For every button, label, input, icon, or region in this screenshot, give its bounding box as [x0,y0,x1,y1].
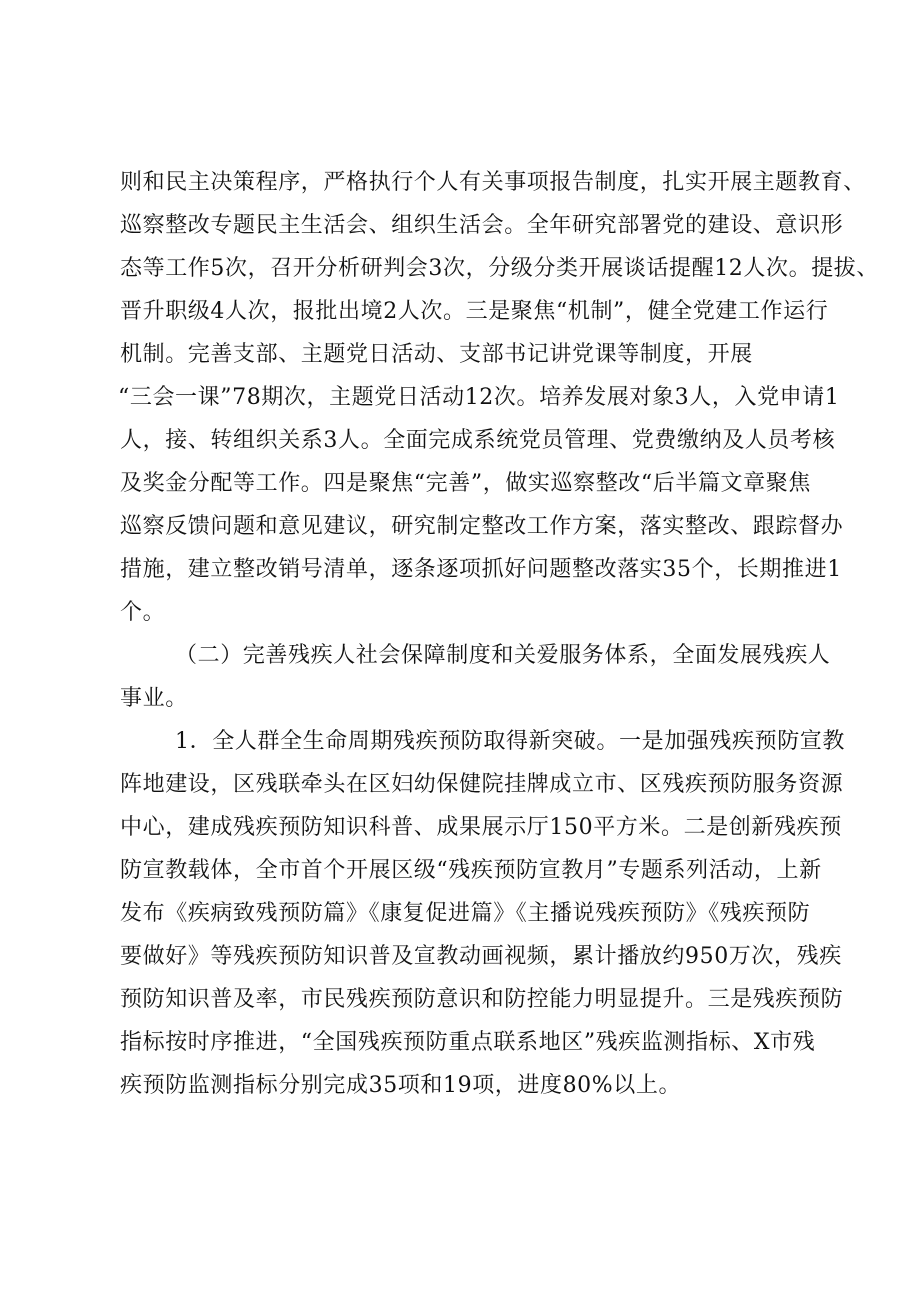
body-text-line: 巡察反馈问题和意见建议，研究制定整改工作方案，落实整改、跟踪督办 [120,514,844,539]
body-text-line: 人，接、转组织关系3人。全面完成系统党员管理、党费缴纳及人员考核 [120,428,836,453]
body-text-line: 指标按时序推进，“全国残疾预防重点联系地区”残疾监测指标、X市残 [120,1030,816,1055]
body-text-line: 中心，建成残疾预防知识科普、成果展示厅150平方米。二是创新残疾预 [120,815,842,840]
body-text-line: 则和民主决策程序，严格执行个人有关事项报告制度，扎实开展主题教育、 [120,170,866,195]
section-heading-continued: 事业。 [120,686,188,711]
section-heading: （二）完善残疾人社会保障制度和关爱服务体系，全面发展残疾人 [175,643,831,668]
body-text-line: 疾预防监测指标分别完成35项和19项，进度80%以上。 [120,1073,682,1098]
body-text-line: 防宣教载体，全市首个开展区级“残疾预防宣教月”专题系列活动，上新 [120,858,822,883]
body-text-line: 要做好》等残疾预防知识普及宣教动画视频，累计播放约950万次，残疾 [120,944,842,969]
body-text-line: 阵地建设，区残联牵头在区妇幼保健院挂牌成立市、区残疾预防服务资源 [120,772,844,797]
body-text-line: 及奖金分配等工作。四是聚焦“完善”，做实巡察整改“后半篇文章聚焦 [120,471,811,496]
body-text-line: 发布《疾病致残预防篇》《康复促进篇》《主播说残疾预防》《残疾预防 [120,901,811,926]
body-text-line: 预防知识普及率，市民残疾预防意识和防控能力明显提升。三是残疾预防 [120,987,844,1012]
body-text-line: 巡察整改专题民主生活会、组织生活会。全年研究部署党的建设、意识形 [120,213,844,238]
body-text-line: 机制。完善支部、主题党日活动、支部书记讲党课等制度，开展 [120,342,753,367]
subsection-heading-line: 1．全人群全生命周期残疾预防取得新突破。一是加强残疾预防宣教 [175,729,845,754]
body-text-line: 晋升职级4人次，报批出境2人次。三是聚焦“机制”，健全党建工作运行 [120,299,829,324]
body-text-line: 态等工作5次，召开分析研判会3次，分级分类开展谈话提醒12人次。提拔、 [120,256,879,281]
body-text-line: 措施，建立整改销号清单，逐条逐项抓好问题整改落实35个，长期推进1 [120,557,842,582]
body-text-line: 个。 [120,600,166,625]
body-text-line: “三会一课”78期次，主题党日活动12次。培养发展对象3人，入党申请1 [118,385,840,410]
